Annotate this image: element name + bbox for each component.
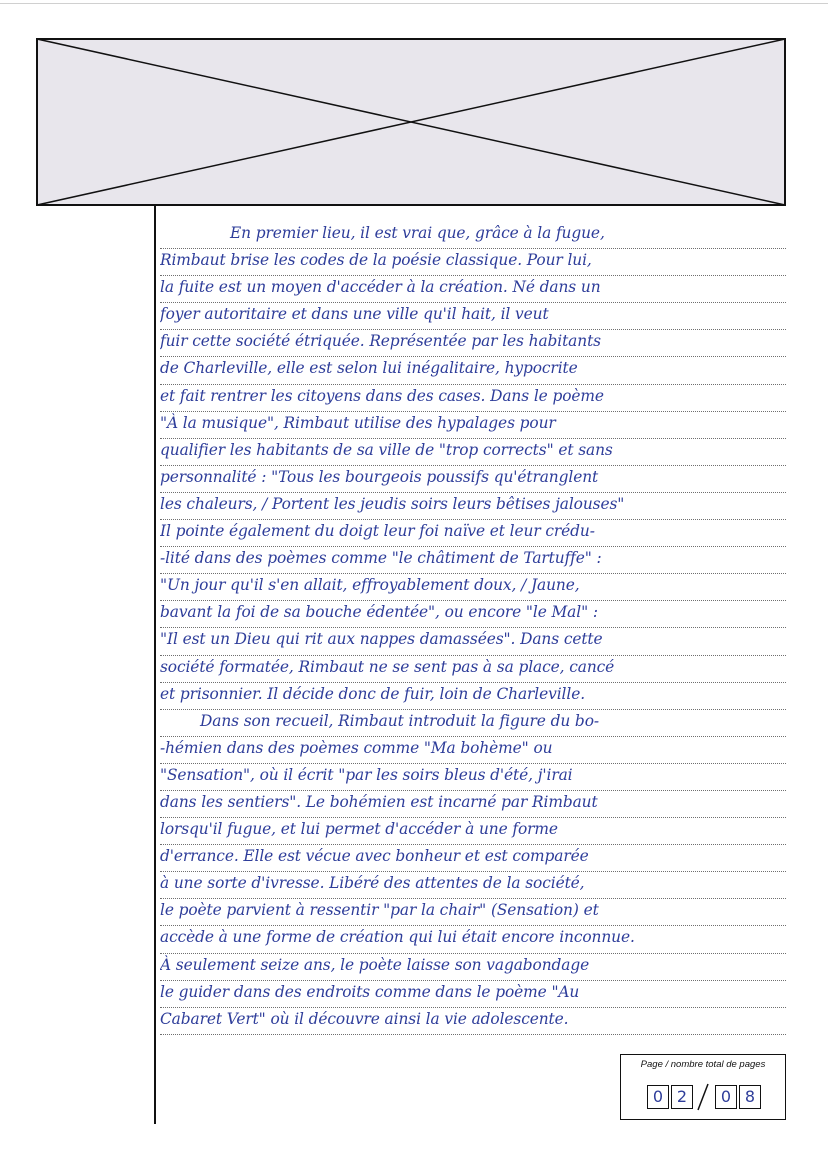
text-line: dans les sentiers". Le bohémien est incarné par Rimbaut [160,791,786,818]
text-line: et prisonnier. Il décide donc de fuir, loin de Charleville. [160,683,786,710]
text-line: lorsqu'il fugue, et lui permet d'accéder à une forme [160,818,786,845]
text-line: "Il est un Dieu qui rit aux nappes damassées". Dans cette [160,628,786,655]
text-line: foyer autoritaire et dans une ville qu'il hait, il veut [160,303,786,330]
current-page-digit-2: 2 [671,1085,693,1109]
text-line: Rimbaut brise les codes de la poésie classique. Pour lui, [160,249,786,276]
top-rule [0,3,828,4]
text-line: Cabaret Vert" où il découvre ainsi la vie adolescente. [160,1008,786,1035]
text-line: En premier lieu, il est vrai que, grâce à la fugue, [160,222,786,249]
text-line: qualifier les habitants de sa ville de "trop corrects" et sans [160,439,786,466]
text-line: société formatée, Rimbaut ne se sent pas à sa place, cancé [160,656,786,683]
page-slash [697,1083,709,1111]
total-pages-digit-1: 0 [715,1085,737,1109]
text-line: la fuite est un moyen d'accéder à la création. Né dans un [160,276,786,303]
text-line: le poète parvient à ressentir "par la chair" (Sensation) et [160,899,786,926]
text-line: personnalité : "Tous les bourgeois poussifs qu'étranglent [160,466,786,493]
text-line: bavant la foi de sa bouche édentée", ou encore "le Mal" : [160,601,786,628]
text-line: "Sensation", où il écrit "par les soirs bleus d'été, j'irai [160,764,786,791]
text-line: de Charleville, elle est selon lui inégalitaire, hypocrite [160,357,786,384]
text-line: Il pointe également du doigt leur foi naïve et leur crédu- [160,520,786,547]
page-number-box [620,1054,786,1120]
crossed-box-graphic [36,38,786,206]
text-line: et fait rentrer les citoyens dans des cases. Dans le poème [160,385,786,412]
text-line: fuir cette société étriquée. Représentée par les habitants [160,330,786,357]
text-line: le guider dans des endroits comme dans le poème "Au [160,981,786,1008]
text-line: "À la musique", Rimbaut utilise des hypalages pour [160,412,786,439]
left-margin-line [154,206,156,1124]
text-line: à une sorte d'ivresse. Libéré des attentes de la société, [160,872,786,899]
current-page-digit-1: 0 [647,1085,669,1109]
text-line: accède à une forme de création qui lui était encore inconnue. [160,926,786,953]
text-line: -lité dans des poèmes comme "le châtiment de Tartuffe" : [160,547,786,574]
text-line: d'errance. Elle est vécue avec bonheur et est comparée [160,845,786,872]
total-pages-digit-2: 8 [739,1085,761,1109]
text-line: À seulement seize ans, le poète laisse son vagabondage [160,954,786,981]
text-line: Dans son recueil, Rimbaut introduit la figure du bo- [160,710,786,737]
text-line: les chaleurs, / Portent les jeudis soirs leurs bêtises jalouses" [160,493,786,520]
text-line: -hémien dans des poèmes comme "Ma bohème" ou [160,737,786,764]
page-number-label: Page / nombre total de pages [640,1059,766,1070]
handwritten-text-area [160,222,786,1035]
text-line: "Un jour qu'il s'en allait, effroyablement doux, / Jaune, [160,574,786,601]
header-crossed-box [36,38,786,206]
